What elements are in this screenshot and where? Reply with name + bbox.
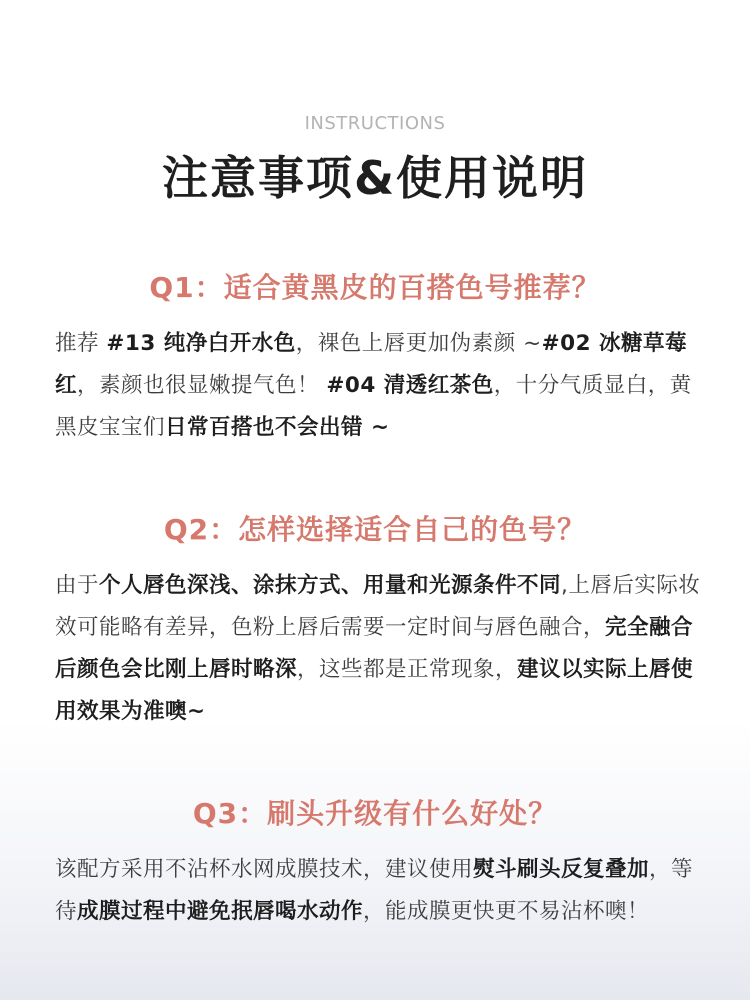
body-text: ，十分气质显白，黄黑皮宝宝们: [55, 373, 692, 440]
question-2-heading: Q2：怎样选择适合自己的色号？: [163, 513, 587, 546]
answer-2-text: [55, 565, 703, 733]
body-text: 推荐: [55, 331, 107, 356]
eyebrow-label: INSTRUCTIONS: [304, 113, 446, 134]
body-text: ，能成膜更快更不易沾杯噢！: [363, 899, 650, 924]
body-text: ，等待: [55, 857, 694, 924]
body-text: ,上唇后实际妆效可能略有差异，色粉上唇后需要一定时间与唇色融合，: [55, 573, 701, 640]
highlight-text: #02 冰糖草莓红: [55, 331, 688, 398]
highlight-text: 日常百搭也不会出错 ~: [165, 415, 390, 440]
highlight-text: #13 纯净白开水色: [106, 331, 296, 356]
body-text: ，裸色上唇更加伪素颜 ~: [295, 331, 542, 356]
answer-1-text: [55, 323, 703, 449]
highlight-text: 成膜过程中避免抿唇喝水动作: [77, 899, 364, 924]
page-title: 注意事项&使用说明: [161, 151, 589, 205]
question-3-heading: Q3：刷头升级有什么好处？: [192, 797, 558, 830]
question-1-heading: Q1：适合黄黑皮的百搭色号推荐？: [149, 271, 601, 304]
body-text: ，这些都是正常现象，: [297, 657, 518, 682]
body-text: ，素颜也很显嫩提气色！: [77, 373, 327, 398]
highlight-text: 建议以实际上唇使用效果为准噢~: [55, 657, 694, 724]
body-text: 由于: [55, 573, 100, 598]
answer-3-text: [55, 849, 703, 933]
body-text: 该配方采用不沾杯水网成膜技术，建议使用: [55, 857, 474, 882]
highlight-text: 个人唇色深浅、涂抹方式、用量和光源条件不同: [99, 573, 562, 598]
highlight-text: 完全融合后颜色会比刚上唇时略深: [55, 615, 694, 682]
highlight-text: 熨斗刷头反复叠加: [473, 857, 650, 882]
highlight-text: #04 清透红茶色: [326, 373, 494, 398]
